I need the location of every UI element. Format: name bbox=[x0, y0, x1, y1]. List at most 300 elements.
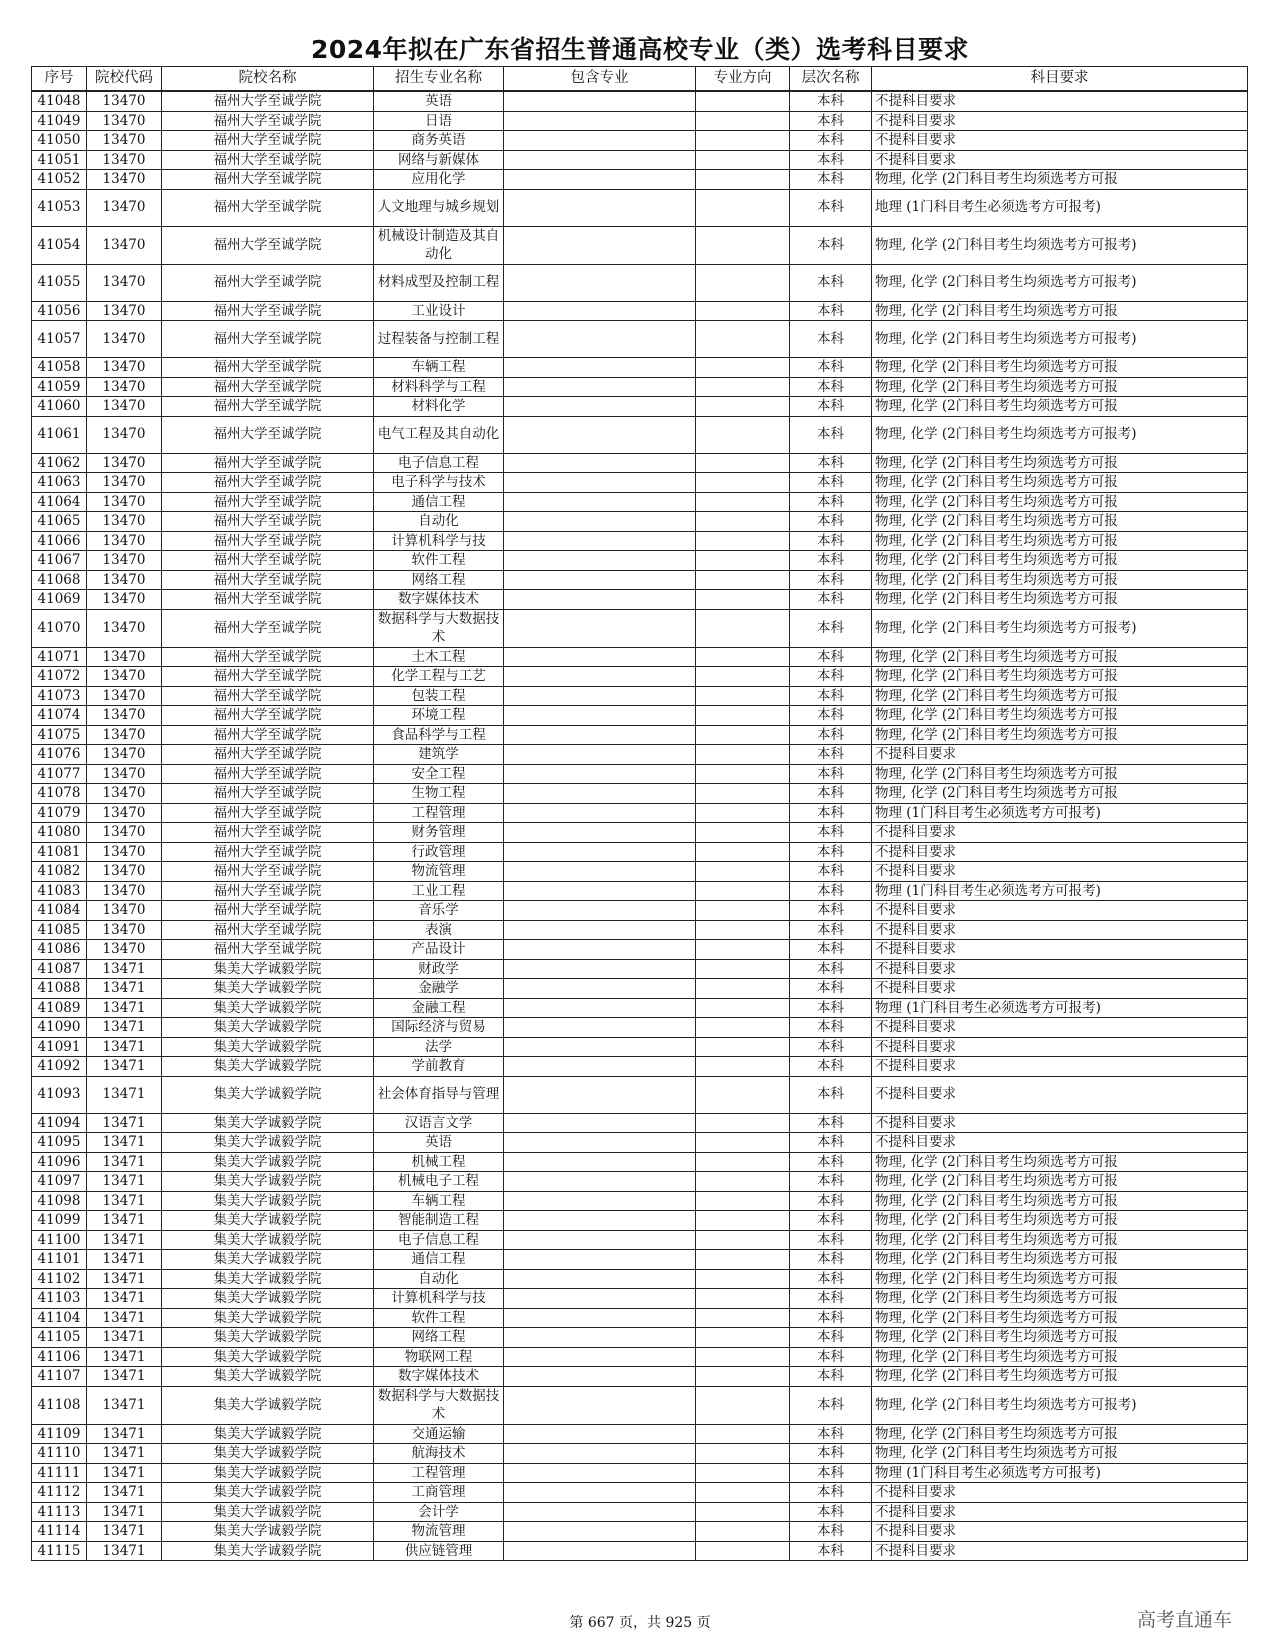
row-no: 41078 bbox=[32, 784, 87, 804]
row-level: 本科 bbox=[790, 745, 872, 765]
row-major: 食品科学与工程 bbox=[374, 725, 504, 745]
table-row bbox=[32, 745, 1248, 765]
row-school: 集美大学诚毅学院 bbox=[162, 1502, 374, 1522]
row-requirement: 物理, 化学 (2门科目考生均须选考方可报 bbox=[872, 1328, 1248, 1348]
row-code: 13470 bbox=[87, 531, 162, 551]
row-school: 福州大学至诚学院 bbox=[162, 301, 374, 321]
row-included bbox=[504, 397, 696, 417]
row-major: 会计学 bbox=[374, 1502, 504, 1522]
row-requirement: 不提科目要求 bbox=[872, 823, 1248, 843]
table-row bbox=[32, 492, 1248, 512]
row-school: 集美大学诚毅学院 bbox=[162, 1367, 374, 1387]
table-row bbox=[32, 940, 1248, 960]
row-direction bbox=[696, 397, 790, 417]
row-requirement: 物理 (1门科目考生必须选考方可报考) bbox=[872, 803, 1248, 823]
row-level: 本科 bbox=[790, 1424, 872, 1444]
row-code: 13471 bbox=[87, 1367, 162, 1387]
row-included bbox=[504, 453, 696, 473]
row-level: 本科 bbox=[790, 920, 872, 940]
row-included bbox=[504, 1269, 696, 1289]
row-included bbox=[504, 1347, 696, 1367]
row-major: 金融学 bbox=[374, 979, 504, 999]
table-row bbox=[32, 590, 1248, 610]
row-no: 41051 bbox=[32, 150, 87, 170]
row-school: 福州大学至诚学院 bbox=[162, 531, 374, 551]
row-code: 13470 bbox=[87, 686, 162, 706]
row-included bbox=[504, 920, 696, 940]
table-row bbox=[32, 453, 1248, 473]
header-direction: 专业方向 bbox=[696, 67, 790, 92]
row-code: 13470 bbox=[87, 609, 162, 647]
row-included bbox=[504, 959, 696, 979]
row-school: 集美大学诚毅学院 bbox=[162, 1018, 374, 1038]
row-no: 41099 bbox=[32, 1211, 87, 1231]
row-code: 13470 bbox=[87, 170, 162, 190]
row-code: 13470 bbox=[87, 901, 162, 921]
row-included bbox=[504, 686, 696, 706]
row-included bbox=[504, 1502, 696, 1522]
row-code: 13470 bbox=[87, 131, 162, 151]
row-major: 化学工程与工艺 bbox=[374, 667, 504, 687]
table-row bbox=[32, 1191, 1248, 1211]
row-no: 41075 bbox=[32, 725, 87, 745]
row-level: 本科 bbox=[790, 91, 872, 111]
row-major: 生物工程 bbox=[374, 784, 504, 804]
table-row bbox=[32, 170, 1248, 190]
row-no: 41104 bbox=[32, 1308, 87, 1328]
row-level: 本科 bbox=[790, 150, 872, 170]
row-school: 福州大学至诚学院 bbox=[162, 321, 374, 358]
row-no: 41112 bbox=[32, 1483, 87, 1503]
row-level: 本科 bbox=[790, 473, 872, 493]
row-code: 13470 bbox=[87, 301, 162, 321]
row-requirement: 不提科目要求 bbox=[872, 1057, 1248, 1077]
table-row bbox=[32, 1289, 1248, 1309]
row-no: 41074 bbox=[32, 706, 87, 726]
row-direction bbox=[696, 226, 790, 264]
row-school: 福州大学至诚学院 bbox=[162, 862, 374, 882]
row-direction bbox=[696, 1133, 790, 1153]
table-row bbox=[32, 91, 1248, 111]
row-major: 行政管理 bbox=[374, 842, 504, 862]
table-row bbox=[32, 189, 1248, 226]
table-row bbox=[32, 1308, 1248, 1328]
row-included bbox=[504, 1152, 696, 1172]
row-level: 本科 bbox=[790, 862, 872, 882]
row-major: 通信工程 bbox=[374, 492, 504, 512]
row-no: 41109 bbox=[32, 1424, 87, 1444]
row-school: 集美大学诚毅学院 bbox=[162, 1076, 374, 1113]
row-included bbox=[504, 91, 696, 111]
row-no: 41061 bbox=[32, 416, 87, 453]
row-major: 工业工程 bbox=[374, 881, 504, 901]
row-direction bbox=[696, 1269, 790, 1289]
row-level: 本科 bbox=[790, 397, 872, 417]
table-row bbox=[32, 1347, 1248, 1367]
row-no: 41076 bbox=[32, 745, 87, 765]
row-school: 集美大学诚毅学院 bbox=[162, 1057, 374, 1077]
row-level: 本科 bbox=[790, 590, 872, 610]
table-row bbox=[32, 920, 1248, 940]
row-direction bbox=[696, 959, 790, 979]
row-no: 41093 bbox=[32, 1076, 87, 1113]
table-body bbox=[32, 91, 1248, 1561]
row-direction bbox=[696, 321, 790, 358]
header-level: 层次名称 bbox=[790, 67, 872, 92]
table-row bbox=[32, 1037, 1248, 1057]
row-no: 41085 bbox=[32, 920, 87, 940]
row-direction bbox=[696, 1076, 790, 1113]
row-direction bbox=[696, 131, 790, 151]
row-no: 41056 bbox=[32, 301, 87, 321]
row-level: 本科 bbox=[790, 979, 872, 999]
row-requirement: 不提科目要求 bbox=[872, 862, 1248, 882]
table-row bbox=[32, 686, 1248, 706]
row-included bbox=[504, 1250, 696, 1270]
row-requirement: 物理, 化学 (2门科目考生均须选考方可报 bbox=[872, 1347, 1248, 1367]
table-row bbox=[32, 842, 1248, 862]
row-requirement: 物理, 化学 (2门科目考生均须选考方可报 bbox=[872, 358, 1248, 378]
row-level: 本科 bbox=[790, 1386, 872, 1424]
row-requirement: 物理, 化学 (2门科目考生均须选考方可报 bbox=[872, 1424, 1248, 1444]
row-requirement: 物理, 化学 (2门科目考生均须选考方可报 bbox=[872, 453, 1248, 473]
table-row bbox=[32, 881, 1248, 901]
row-code: 13470 bbox=[87, 321, 162, 358]
row-no: 41091 bbox=[32, 1037, 87, 1057]
row-direction bbox=[696, 189, 790, 226]
row-direction bbox=[696, 453, 790, 473]
table-row bbox=[32, 1250, 1248, 1270]
row-included bbox=[504, 1133, 696, 1153]
row-no: 41090 bbox=[32, 1018, 87, 1038]
table-row bbox=[32, 1444, 1248, 1464]
header-code: 院校代码 bbox=[87, 67, 162, 92]
row-included bbox=[504, 1483, 696, 1503]
row-major: 英语 bbox=[374, 91, 504, 111]
row-code: 13470 bbox=[87, 226, 162, 264]
row-direction bbox=[696, 1367, 790, 1387]
row-included bbox=[504, 1057, 696, 1077]
row-no: 41096 bbox=[32, 1152, 87, 1172]
row-included bbox=[504, 901, 696, 921]
table-row bbox=[32, 111, 1248, 131]
row-code: 13471 bbox=[87, 959, 162, 979]
row-school: 福州大学至诚学院 bbox=[162, 686, 374, 706]
row-code: 13470 bbox=[87, 377, 162, 397]
row-code: 13470 bbox=[87, 920, 162, 940]
row-major: 网络工程 bbox=[374, 1328, 504, 1348]
row-level: 本科 bbox=[790, 1522, 872, 1542]
row-level: 本科 bbox=[790, 264, 872, 301]
row-major: 电子信息工程 bbox=[374, 1230, 504, 1250]
row-level: 本科 bbox=[790, 301, 872, 321]
row-major: 包装工程 bbox=[374, 686, 504, 706]
table-header-row bbox=[32, 67, 1248, 92]
row-no: 41101 bbox=[32, 1250, 87, 1270]
row-major: 电子信息工程 bbox=[374, 453, 504, 473]
row-level: 本科 bbox=[790, 170, 872, 190]
row-no: 41115 bbox=[32, 1541, 87, 1561]
row-level: 本科 bbox=[790, 321, 872, 358]
row-code: 13470 bbox=[87, 512, 162, 532]
table-row bbox=[32, 823, 1248, 843]
row-requirement: 物理, 化学 (2门科目考生均须选考方可报 bbox=[872, 170, 1248, 190]
header-no: 序号 bbox=[32, 67, 87, 92]
row-direction bbox=[696, 1172, 790, 1192]
table-row bbox=[32, 551, 1248, 571]
row-school: 集美大学诚毅学院 bbox=[162, 1133, 374, 1153]
row-school: 福州大学至诚学院 bbox=[162, 150, 374, 170]
row-school: 集美大学诚毅学院 bbox=[162, 979, 374, 999]
row-code: 13471 bbox=[87, 1211, 162, 1231]
requirements-table bbox=[31, 66, 1248, 1561]
table-row bbox=[32, 1483, 1248, 1503]
row-school: 福州大学至诚学院 bbox=[162, 609, 374, 647]
page-title: 2024年拟在广东省招生普通高校专业（类）选考科目要求 bbox=[310, 35, 970, 64]
row-no: 41087 bbox=[32, 959, 87, 979]
row-school: 集美大学诚毅学院 bbox=[162, 1424, 374, 1444]
row-requirement: 不提科目要求 bbox=[872, 1522, 1248, 1542]
row-code: 13471 bbox=[87, 1250, 162, 1270]
row-requirement: 地理 (1门科目考生必须选考方可报考) bbox=[872, 189, 1248, 226]
row-requirement: 物理, 化学 (2门科目考生均须选考方可报 bbox=[872, 1289, 1248, 1309]
row-requirement: 物理, 化学 (2门科目考生均须选考方可报 bbox=[872, 1230, 1248, 1250]
row-school: 集美大学诚毅学院 bbox=[162, 1172, 374, 1192]
row-direction bbox=[696, 881, 790, 901]
row-included bbox=[504, 1113, 696, 1133]
row-major: 建筑学 bbox=[374, 745, 504, 765]
table-row bbox=[32, 1269, 1248, 1289]
row-code: 13471 bbox=[87, 1502, 162, 1522]
table-row bbox=[32, 725, 1248, 745]
table-row bbox=[32, 979, 1248, 999]
table-row bbox=[32, 321, 1248, 358]
row-school: 集美大学诚毅学院 bbox=[162, 1152, 374, 1172]
row-direction bbox=[696, 1328, 790, 1348]
row-level: 本科 bbox=[790, 1172, 872, 1192]
table-row bbox=[32, 609, 1248, 647]
row-no: 41059 bbox=[32, 377, 87, 397]
row-major: 物联网工程 bbox=[374, 1347, 504, 1367]
row-level: 本科 bbox=[790, 823, 872, 843]
row-level: 本科 bbox=[790, 1367, 872, 1387]
row-school: 福州大学至诚学院 bbox=[162, 920, 374, 940]
row-requirement: 不提科目要求 bbox=[872, 1541, 1248, 1561]
row-level: 本科 bbox=[790, 1037, 872, 1057]
row-school: 集美大学诚毅学院 bbox=[162, 1483, 374, 1503]
row-requirement: 不提科目要求 bbox=[872, 1133, 1248, 1153]
row-school: 集美大学诚毅学院 bbox=[162, 1522, 374, 1542]
row-school: 福州大学至诚学院 bbox=[162, 226, 374, 264]
table-row bbox=[32, 1502, 1248, 1522]
table-row bbox=[32, 531, 1248, 551]
row-major: 供应链管理 bbox=[374, 1541, 504, 1561]
row-school: 福州大学至诚学院 bbox=[162, 189, 374, 226]
row-included bbox=[504, 1018, 696, 1038]
row-direction bbox=[696, 1018, 790, 1038]
row-included bbox=[504, 301, 696, 321]
row-no: 41072 bbox=[32, 667, 87, 687]
row-included bbox=[504, 1541, 696, 1561]
row-school: 集美大学诚毅学院 bbox=[162, 1328, 374, 1348]
row-no: 41102 bbox=[32, 1269, 87, 1289]
row-school: 集美大学诚毅学院 bbox=[162, 1289, 374, 1309]
row-level: 本科 bbox=[790, 416, 872, 453]
row-no: 41057 bbox=[32, 321, 87, 358]
row-level: 本科 bbox=[790, 1328, 872, 1348]
row-requirement: 不提科目要求 bbox=[872, 91, 1248, 111]
row-included bbox=[504, 170, 696, 190]
table-row bbox=[32, 959, 1248, 979]
row-level: 本科 bbox=[790, 764, 872, 784]
row-direction bbox=[696, 1424, 790, 1444]
row-level: 本科 bbox=[790, 551, 872, 571]
row-requirement: 物理, 化学 (2门科目考生均须选考方可报 bbox=[872, 512, 1248, 532]
row-no: 41108 bbox=[32, 1386, 87, 1424]
row-included bbox=[504, 226, 696, 264]
table-row bbox=[32, 473, 1248, 493]
row-major: 网络与新媒体 bbox=[374, 150, 504, 170]
table-row bbox=[32, 803, 1248, 823]
row-no: 41048 bbox=[32, 91, 87, 111]
row-school: 集美大学诚毅学院 bbox=[162, 1386, 374, 1424]
row-included bbox=[504, 1230, 696, 1250]
row-included bbox=[504, 803, 696, 823]
row-direction bbox=[696, 377, 790, 397]
row-level: 本科 bbox=[790, 512, 872, 532]
row-school: 福州大学至诚学院 bbox=[162, 492, 374, 512]
row-level: 本科 bbox=[790, 492, 872, 512]
row-school: 福州大学至诚学院 bbox=[162, 91, 374, 111]
row-requirement: 物理, 化学 (2门科目考生均须选考方可报 bbox=[872, 551, 1248, 571]
row-major: 日语 bbox=[374, 111, 504, 131]
row-requirement: 物理, 化学 (2门科目考生均须选考方可报考) bbox=[872, 226, 1248, 264]
row-school: 福州大学至诚学院 bbox=[162, 170, 374, 190]
row-level: 本科 bbox=[790, 784, 872, 804]
row-level: 本科 bbox=[790, 1076, 872, 1113]
row-direction bbox=[696, 1289, 790, 1309]
row-school: 福州大学至诚学院 bbox=[162, 784, 374, 804]
row-included bbox=[504, 1424, 696, 1444]
row-requirement: 不提科目要求 bbox=[872, 979, 1248, 999]
row-code: 13470 bbox=[87, 667, 162, 687]
row-no: 41105 bbox=[32, 1328, 87, 1348]
row-major: 航海技术 bbox=[374, 1444, 504, 1464]
table-row bbox=[32, 226, 1248, 264]
row-major: 人文地理与城乡规划 bbox=[374, 189, 504, 226]
row-school: 福州大学至诚学院 bbox=[162, 551, 374, 571]
row-included bbox=[504, 1211, 696, 1231]
row-no: 41068 bbox=[32, 570, 87, 590]
row-code: 13471 bbox=[87, 1172, 162, 1192]
row-direction bbox=[696, 1483, 790, 1503]
row-requirement: 物理, 化学 (2门科目考生均须选考方可报 bbox=[872, 531, 1248, 551]
row-level: 本科 bbox=[790, 1541, 872, 1561]
row-included bbox=[504, 764, 696, 784]
row-level: 本科 bbox=[790, 901, 872, 921]
row-requirement: 物理, 化学 (2门科目考生均须选考方可报 bbox=[872, 473, 1248, 493]
row-school: 福州大学至诚学院 bbox=[162, 570, 374, 590]
row-major: 交通运输 bbox=[374, 1424, 504, 1444]
row-no: 41114 bbox=[32, 1522, 87, 1542]
row-no: 41063 bbox=[32, 473, 87, 493]
row-major: 机械电子工程 bbox=[374, 1172, 504, 1192]
table-row bbox=[32, 998, 1248, 1018]
row-included bbox=[504, 111, 696, 131]
row-direction bbox=[696, 264, 790, 301]
row-requirement: 物理, 化学 (2门科目考生均须选考方可报 bbox=[872, 686, 1248, 706]
row-no: 41069 bbox=[32, 590, 87, 610]
page-footer: 第 667 页，共 925 页 bbox=[569, 1615, 711, 1631]
row-school: 集美大学诚毅学院 bbox=[162, 1191, 374, 1211]
row-major: 社会体育指导与管理 bbox=[374, 1076, 504, 1113]
row-school: 福州大学至诚学院 bbox=[162, 745, 374, 765]
row-level: 本科 bbox=[790, 1502, 872, 1522]
row-direction bbox=[696, 551, 790, 571]
row-requirement: 不提科目要求 bbox=[872, 959, 1248, 979]
row-included bbox=[504, 531, 696, 551]
row-requirement: 物理, 化学 (2门科目考生均须选考方可报 bbox=[872, 764, 1248, 784]
row-major: 国际经济与贸易 bbox=[374, 1018, 504, 1038]
row-major: 通信工程 bbox=[374, 1250, 504, 1270]
row-major: 车辆工程 bbox=[374, 1191, 504, 1211]
row-school: 集美大学诚毅学院 bbox=[162, 1113, 374, 1133]
table-row bbox=[32, 264, 1248, 301]
row-included bbox=[504, 998, 696, 1018]
row-level: 本科 bbox=[790, 959, 872, 979]
table-row bbox=[32, 647, 1248, 667]
row-level: 本科 bbox=[790, 111, 872, 131]
row-requirement: 物理, 化学 (2门科目考生均须选考方可报 bbox=[872, 397, 1248, 417]
row-requirement: 物理, 化学 (2门科目考生均须选考方可报 bbox=[872, 570, 1248, 590]
row-major: 电气工程及其自动化 bbox=[374, 416, 504, 453]
row-requirement: 物理, 化学 (2门科目考生均须选考方可报考) bbox=[872, 264, 1248, 301]
row-school: 集美大学诚毅学院 bbox=[162, 1444, 374, 1464]
row-major: 土木工程 bbox=[374, 647, 504, 667]
row-direction bbox=[696, 570, 790, 590]
row-code: 13470 bbox=[87, 940, 162, 960]
row-level: 本科 bbox=[790, 725, 872, 745]
row-included bbox=[504, 862, 696, 882]
row-code: 13471 bbox=[87, 1541, 162, 1561]
row-level: 本科 bbox=[790, 1347, 872, 1367]
row-code: 13470 bbox=[87, 492, 162, 512]
row-no: 41089 bbox=[32, 998, 87, 1018]
row-included bbox=[504, 590, 696, 610]
row-direction bbox=[696, 150, 790, 170]
row-no: 41070 bbox=[32, 609, 87, 647]
row-included bbox=[504, 784, 696, 804]
row-school: 福州大学至诚学院 bbox=[162, 512, 374, 532]
table-row bbox=[32, 667, 1248, 687]
row-major: 车辆工程 bbox=[374, 358, 504, 378]
row-level: 本科 bbox=[790, 940, 872, 960]
row-direction bbox=[696, 1113, 790, 1133]
row-requirement: 物理, 化学 (2门科目考生均须选考方可报 bbox=[872, 706, 1248, 726]
row-no: 41060 bbox=[32, 397, 87, 417]
row-requirement: 物理, 化学 (2门科目考生均须选考方可报 bbox=[872, 1172, 1248, 1192]
row-included bbox=[504, 609, 696, 647]
row-major: 材料成型及控制工程 bbox=[374, 264, 504, 301]
row-major: 财政学 bbox=[374, 959, 504, 979]
row-direction bbox=[696, 862, 790, 882]
row-code: 13471 bbox=[87, 1444, 162, 1464]
row-school: 福州大学至诚学院 bbox=[162, 377, 374, 397]
row-school: 福州大学至诚学院 bbox=[162, 590, 374, 610]
row-requirement: 物理, 化学 (2门科目考生均须选考方可报 bbox=[872, 647, 1248, 667]
row-direction bbox=[696, 1308, 790, 1328]
row-requirement: 物理, 化学 (2门科目考生均须选考方可报 bbox=[872, 377, 1248, 397]
